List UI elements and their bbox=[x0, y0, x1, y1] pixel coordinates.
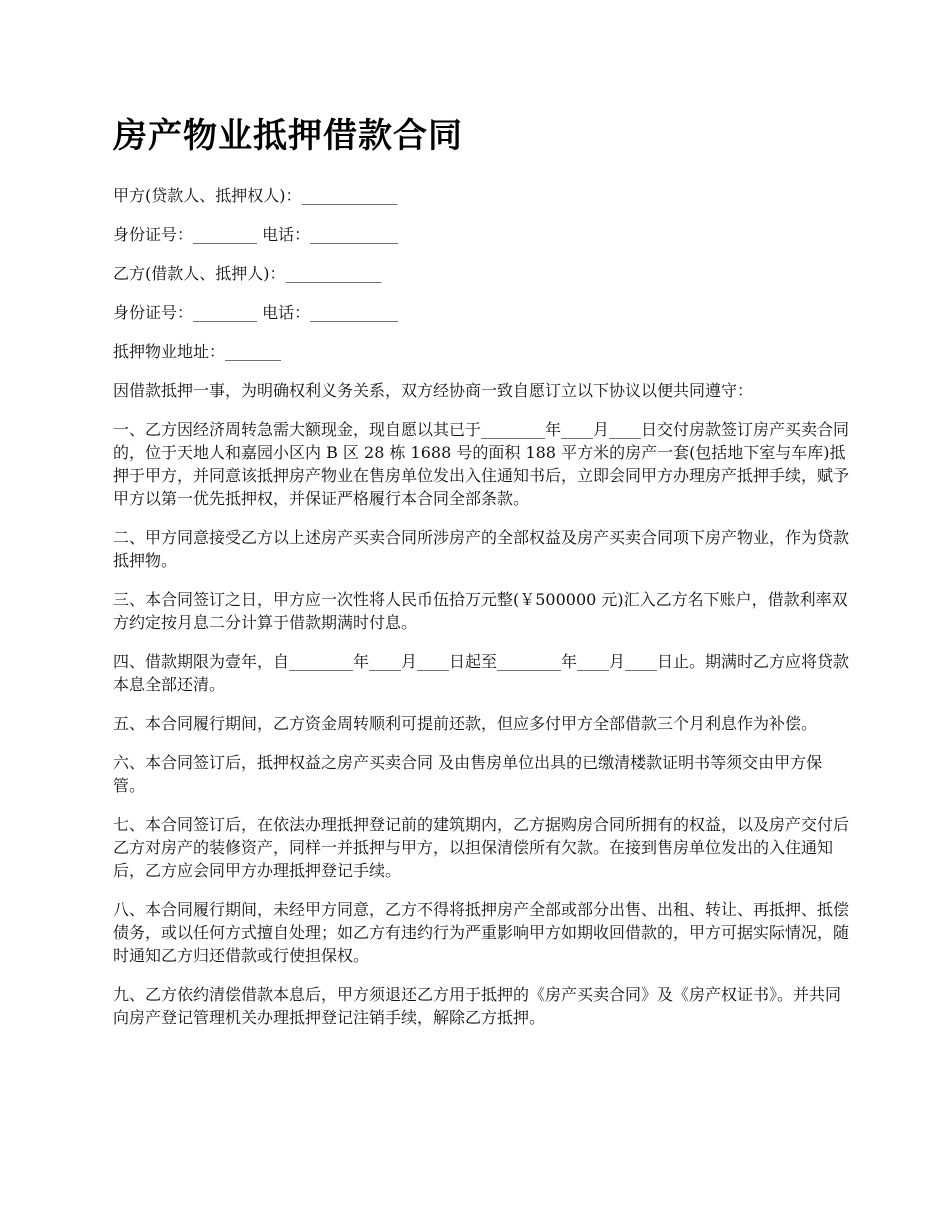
document-body bbox=[113, 110, 853, 1045]
clause-6: 六、本合同签订后，抵押权益之房产买卖合同 及由售房单位出具的已缴清楼款证明书等须交由甲方保管。 bbox=[113, 753, 823, 795]
clause-4: 四、借款期限为壹年，自________年____月____日起至________年____月____日止。期满时乙方应将贷款本息全部还清。 bbox=[113, 652, 850, 694]
document-title: 房产物业抵押借款合同 bbox=[113, 116, 463, 156]
party-b-line: 乙方(借款人、抵押人)：____________ bbox=[113, 264, 382, 283]
preamble-paragraph: 因借款抵押一事，为明确权利义务关系，双方经协商一致自愿订立以下协议以便共同遵守： bbox=[113, 381, 754, 400]
clause-1: 一、乙方因经济周转急需大额现金，现自愿以其已于________年____月____日交付房款签订房产买卖合同的，位于天地人和嘉园小区内 B 区 28 栋 1688 号的面积 188 平方米的房产一套(包括地下室与车库)抵押于甲方，并同意该抵押房产物业在售房单位发出入住通知书后，立即会同甲方办理房产抵押手续，赋予甲方以第一优先抵押权，并保证严格履行本合同全部条款。 bbox=[113, 420, 850, 508]
clause-8: 八、本合同履行期间，未经甲方同意，乙方不得将抵押房产全部或部分出售、出租、转让、再抵押、抵偿债务，或以任何方式擅自处理；如乙方有违约行为严重影响甲方如期收回借款的，甲方可据实际情况，随时通知乙方归还借款或行使担保权。 bbox=[113, 900, 850, 965]
clause-3: 三、本合同签订之日，甲方应一次性将人民币伍拾万元整(￥500000 元)汇入乙方名下账户，借款利率双方约定按月息二分计算于借款期满时付息。 bbox=[113, 590, 848, 632]
clause-2: 二、甲方同意接受乙方以上述房产买卖合同所涉房产的全部权益及房产买卖合同项下房产物业，作为贷款抵押物。 bbox=[113, 528, 850, 570]
property-address-line: 抵押物业地址：_______ bbox=[113, 342, 282, 361]
party-a-id-phone-line: 身份证号：________ 电话：___________ bbox=[113, 225, 399, 244]
party-b-id-phone-line: 身份证号：________ 电话：___________ bbox=[113, 303, 399, 322]
clause-5: 五、本合同履行期间，乙方资金周转顺利可提前还款，但应多付甲方全部借款三个月利息作为补偿。 bbox=[113, 714, 818, 733]
clause-7: 七、本合同签订后，在依法办理抵押登记前的建筑期内，乙方据购房合同所拥有的权益，以及房产交付后乙方对房产的装修资产，同样一并抵押与甲方，以担保清偿所有欠款。在接到售房单位发出的入住通知后，乙方应会同甲方办理抵押登记手续。 bbox=[113, 815, 850, 880]
party-a-line: 甲方(贷款人、抵押权人)：____________ bbox=[113, 186, 398, 205]
clause-9: 九、乙方依约清偿借款本息后，甲方须退还乙方用于抵押的《房产买卖合同》及《房产权证书》。并共同向房产登记管理机关办理抵押登记注销手续，解除乙方抵押。 bbox=[113, 985, 842, 1027]
